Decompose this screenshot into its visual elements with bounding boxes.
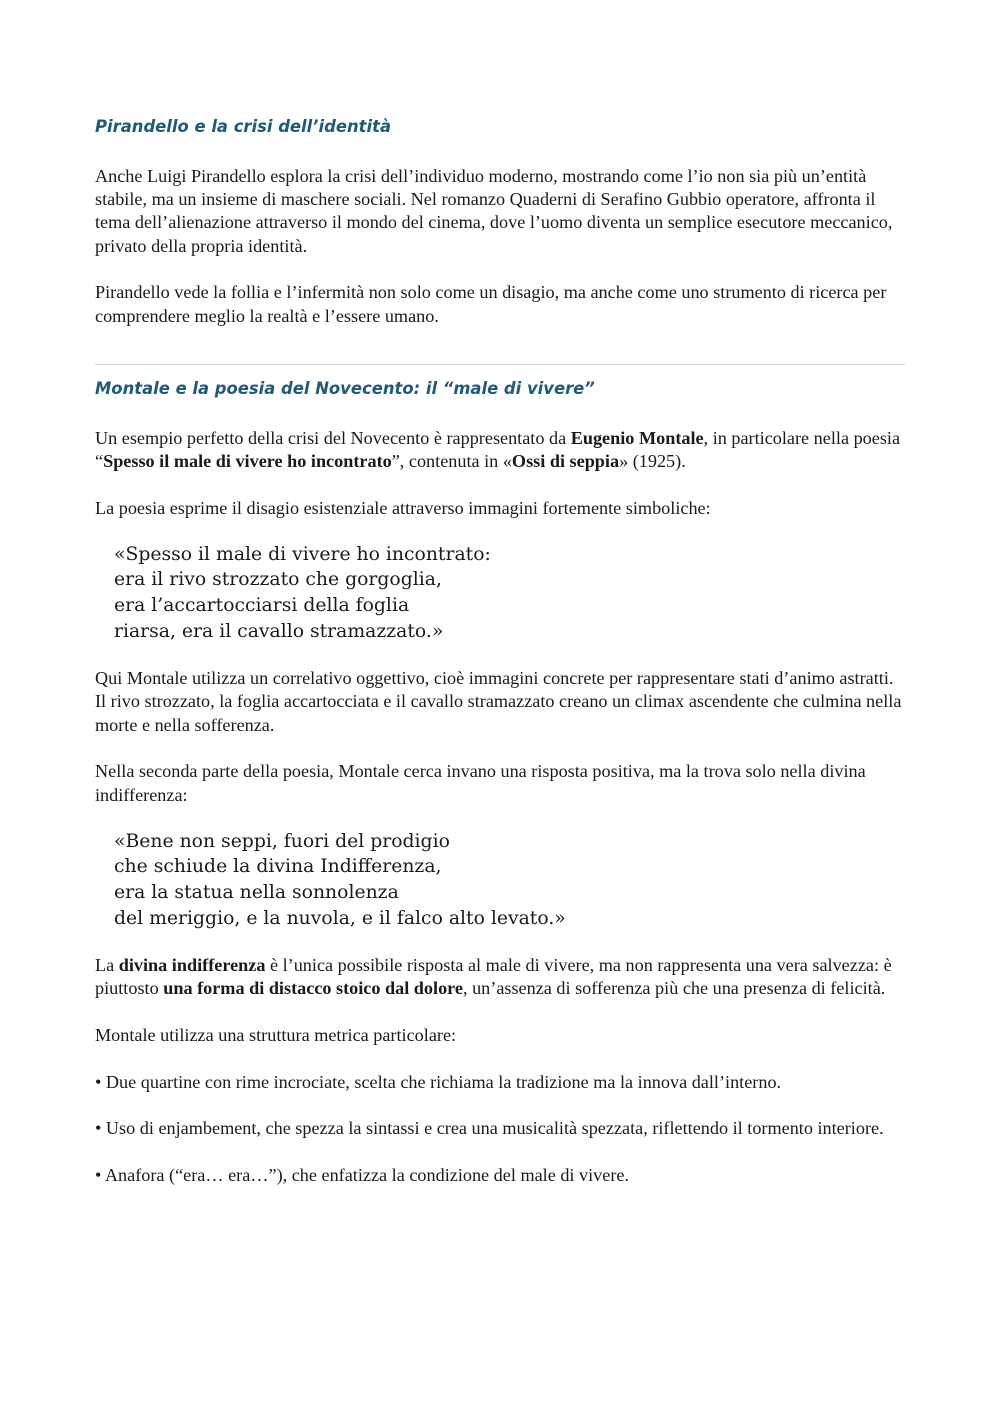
intro-text-3: ”, contenuta in « [391, 450, 512, 471]
paragraph-poesia-esprime: La poesia esprime il disagio esistenziale attraverso immagini fortemente simboliche: [95, 497, 711, 518]
poem-line: del meriggio, e la nuvola, e il falco alto levato.» [114, 907, 566, 929]
poem-line: che schiude la divina Indifferenza, [114, 856, 442, 878]
bullet-item-quartine: • Due quartine con rime incrociate, scelta che richiama la tradizione ma la innova dall’interno. [95, 1071, 782, 1092]
document-page [95, 116, 905, 1187]
poem-line: era la statua nella sonnolenza [114, 881, 399, 903]
poem-line: era il rivo strozzato che gorgoglia, [114, 569, 442, 591]
paragraph-struttura-metrica: Montale utilizza una struttura metrica particolare: [95, 1025, 457, 1045]
poem-quote-1 [95, 542, 905, 644]
paragraph-pirandello-intro: Anche Luigi Pirandello esplora la crisi dell’individuo moderno, mostrando come l’io non sia più un’entità stabile, ma un insieme di maschere sociali. Nel romanzo Quaderni di Serafino Gubbio operatore, affronta il tema dell’alienazione attraverso il mondo del cinema, dove l’uomo diventa un semplice esecutore meccanico, privato della propria identità. [95, 166, 893, 256]
section-heading-montale: Montale e la poesia del Novecento: il “male di vivere” [95, 378, 595, 398]
paragraph-pirandello-follia: Pirandello vede la follia e l’infermità non solo come un disagio, ma anche come uno strumento di ricerca per comprendere meglio la realtà e l’essere umano. [95, 282, 887, 326]
poem-line: «Spesso il male di vivere ho incontrato: [114, 543, 491, 565]
intro-text-4: » (1925). [619, 450, 686, 471]
divina-text-1: La [95, 955, 119, 976]
intro-text-2: , in particolare nella poesia “ [95, 427, 901, 471]
section-heading-pirandello: Pirandello e la crisi dell’identità [95, 117, 391, 136]
poem-line: riarsa, era il cavallo stramazzato.» [114, 620, 444, 642]
divina-bold-2: una forma di distacco stoico dal dolore [163, 978, 463, 999]
paragraph-divina-indifferenza [95, 954, 905, 1000]
paragraph-montale-intro [95, 427, 905, 473]
divina-text-3: , un’assenza di sofferenza più che una presenza di felicità. [462, 978, 886, 999]
poem-line: «Bene non seppi, fuori del prodigio [114, 830, 450, 852]
poem-quote-2 [95, 829, 905, 931]
paragraph-seconda-parte: Nella seconda parte della poesia, Montale cerca invano una risposta positiva, ma la trova solo nella divina indifferenza: [95, 761, 866, 805]
paragraph-correlativo: Qui Montale utilizza un correlativo oggettivo, cioè immagini concrete per rappresentare stati d’animo astratti. Il rivo strozzato, la foglia accartocciata e il cavallo stramazzato creano un climax ascendente che culmina nella morte e nella sofferenza. [95, 668, 902, 735]
intro-bold-author: Eugenio Montale [570, 427, 704, 448]
divina-bold-1: divina indifferenza [118, 955, 266, 976]
bullet-item-enjambement: • Uso di enjambement, che spezza la sintassi e crea una musicalità spezzata, riflettendo il tormento interiore. [95, 1118, 884, 1139]
divina-text-2: è l’unica possibile risposta al male di vivere, ma non rappresenta una vera salvezza: è piuttosto [95, 955, 892, 999]
section-divider [95, 364, 905, 365]
poem-line: era l’accartocciarsi della foglia [114, 595, 410, 617]
intro-text-1: Un esempio perfetto della crisi del Novecento è rappresentato da [95, 427, 571, 448]
bullet-item-anafora: • Anafora (“era… era…”), che enfatizza la condizione del male di vivere. [95, 1165, 630, 1186]
intro-bold-poem-title: Spesso il male di vivere ho incontrato [103, 450, 392, 471]
intro-bold-collection: Ossi di seppia [511, 450, 620, 471]
